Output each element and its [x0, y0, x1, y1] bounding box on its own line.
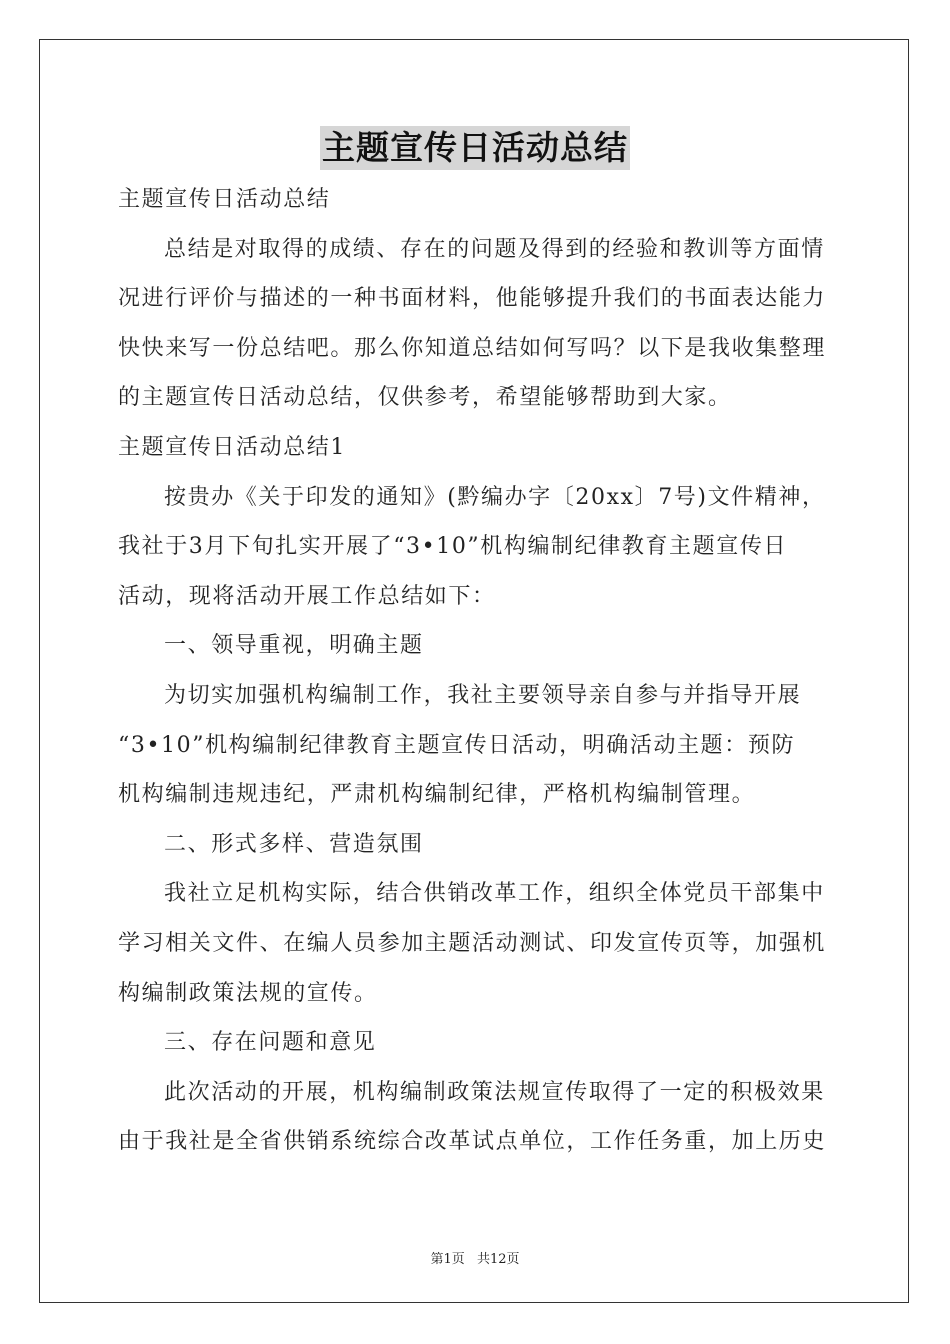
- page-footer: [0, 1248, 950, 1267]
- page-number: 第1页: [430, 1252, 465, 1267]
- subheading-line: 一、领导重视，明确主题: [164, 633, 424, 659]
- subtitle-line: 主题宣传日活动总结: [118, 187, 331, 212]
- paragraph-line: 的主题宣传日活动总结，仅供参考，希望能够帮助到大家。: [118, 385, 732, 411]
- paragraph-line: 活动，现将活动开展工作总结如下：: [118, 583, 496, 609]
- subheading-line: 三、存在问题和意见: [164, 1030, 377, 1056]
- document-title: 主题宣传日活动总结: [320, 126, 630, 170]
- document-body: [118, 175, 834, 1167]
- subheading-line: 二、形式多样、营造氛围: [164, 831, 424, 857]
- paragraph-line: 学习相关文件、在编人员参加主题活动测试、印发宣传页等，加强机: [118, 930, 827, 956]
- page-total: 共12页: [476, 1252, 520, 1267]
- title-container: [0, 126, 950, 170]
- paragraph-line: 机构编制违规违纪，严肃机构编制纪律，严格机构编制管理。: [118, 782, 756, 808]
- paragraph-line: 为切实加强机构编制工作，我社主要领导亲自参与并指导开展: [164, 682, 802, 708]
- section-heading: 主题宣传日活动总结1: [118, 434, 346, 460]
- paragraph-line: 此次活动的开展，机构编制政策法规宣传取得了一定的积极效果: [164, 1079, 825, 1105]
- paragraph-line: 由于我社是全省供销系统综合改革试点单位，工作任务重，加上历史: [118, 1129, 827, 1155]
- paragraph-line: “3•10”机构编制纪律教育主题宣传日活动，明确活动主题：预防: [118, 732, 796, 758]
- paragraph-line: 快快来写一份总结吧。那么你知道总结如何写吗？以下是我收集整理: [118, 335, 827, 361]
- paragraph-line: 总结是对取得的成绩、存在的问题及得到的经验和教训等方面情: [164, 236, 825, 262]
- paragraph-line: 况进行评价与描述的一种书面材料，他能够提升我们的书面表达能力: [118, 286, 827, 312]
- paragraph-line: 构编制政策法规的宣传。: [118, 980, 378, 1006]
- paragraph-line: 按贵办《关于印发的通知》(黔编办字〔20xx〕7号)文件精神，: [164, 484, 826, 510]
- paragraph-line: 我社于3月下旬扎实开展了“3•10”机构编制纪律教育主题宣传日: [118, 534, 788, 560]
- paragraph-line: 我社立足机构实际，结合供销改革工作，组织全体党员干部集中: [164, 881, 825, 907]
